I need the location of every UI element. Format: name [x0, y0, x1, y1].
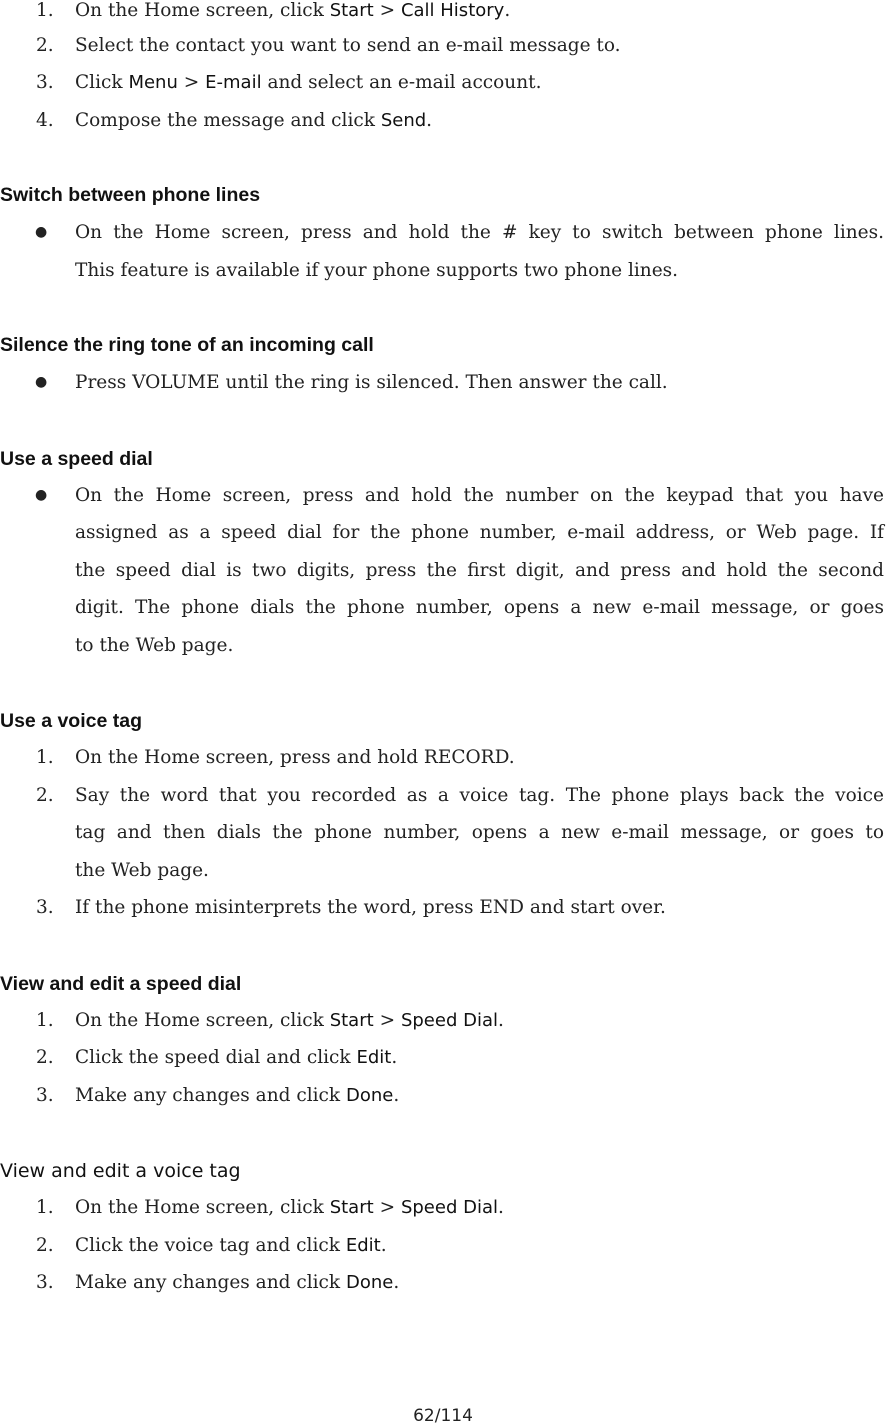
step-text: On the Home screen, press and hold RECORD. [75, 747, 515, 768]
bullet-icon: ● [35, 487, 48, 503]
separator: > [373, 1197, 401, 1218]
step-text: Select the contact you want to send an e-mail message to. [75, 35, 621, 56]
ui-label-speed-dial: Speed Dial [400, 1197, 498, 1218]
punctuation: . [498, 1010, 504, 1031]
paragraph-line: to the Web page. [75, 635, 234, 656]
paragraph-line: On the Home screen, press and hold the number on the keypad that you have [75, 485, 884, 506]
step-number: 3. [36, 1085, 54, 1106]
step-text: On the Home screen, click [75, 1010, 330, 1031]
punctuation: . [393, 1085, 400, 1106]
step-text: Say the word that you recorded as a voice tag. The phone plays back the voice [75, 785, 884, 806]
step-number: 3. [36, 1272, 54, 1293]
step-number: 2. [36, 35, 54, 56]
heading-edit-voice-tag: View and edit a voice tag [0, 1160, 241, 1182]
step-text: tag and then dials the phone number, opens a new e-mail message, or goes to [75, 822, 884, 843]
step-text: If the phone misinterprets the word, press END and start over. [75, 897, 666, 918]
punctuation: . [391, 1047, 398, 1068]
step-number: 1. [36, 0, 54, 21]
separator: > [373, 0, 401, 21]
heading-use-voice-tag: Use a voice tag [0, 710, 142, 732]
ui-label-done: Done [346, 1085, 394, 1106]
step-text: Compose the message and click [75, 110, 381, 131]
step-text: On the Home screen, click [75, 0, 330, 21]
ui-label-send: Send [380, 110, 427, 131]
step-text: Click the speed dial and click [75, 1047, 357, 1068]
ui-label-speed-dial: Speed Dial [400, 1010, 498, 1031]
punctuation: . [393, 1272, 400, 1293]
step-number: 2. [36, 1047, 54, 1068]
punctuation: . [426, 110, 433, 131]
ui-label-menu: Menu [128, 72, 178, 93]
heading-use-speed-dial: Use a speed dial [0, 448, 153, 470]
page-number: 62/114 [413, 1406, 473, 1426]
ui-label-edit: Edit [356, 1047, 392, 1068]
paragraph-line: digit. The phone dials the phone number, opens a new e-mail message, or goes [75, 597, 884, 618]
step-number: 2. [36, 1235, 54, 1256]
step-text: On the Home screen, click [75, 1197, 330, 1218]
step-text: Make any changes and click [75, 1085, 346, 1106]
punctuation: . [380, 1235, 387, 1256]
heading-switch-phone-lines: Switch between phone lines [0, 184, 261, 206]
bullet-icon: ● [35, 374, 48, 390]
step-number: 2. [36, 785, 54, 806]
paragraph-line: On the Home screen, press and hold the # key to switch between phone lines. [75, 222, 884, 243]
ui-label-edit: Edit [345, 1235, 381, 1256]
ui-label-start: Start [329, 1010, 374, 1031]
ui-label-email: E-mail [205, 72, 262, 93]
punctuation: . [498, 1197, 504, 1218]
heading-silence-ring-tone: Silence the ring tone of an incoming call [0, 334, 374, 356]
step-text: Click [75, 72, 129, 93]
ui-label-done: Done [346, 1272, 394, 1293]
ui-label-start: Start [329, 1197, 374, 1218]
separator: > [373, 1010, 401, 1031]
step-number: 1. [36, 747, 54, 768]
step-text-tail: and select an e-mail account. [261, 72, 542, 93]
paragraph-line: This feature is available if your phone supports two phone lines. [75, 260, 679, 281]
ui-label-call-history: Call History [400, 0, 505, 21]
punctuation: . [504, 0, 511, 21]
bullet-icon: ● [35, 224, 48, 240]
step-number: 3. [36, 897, 54, 918]
step-text: the Web page. [75, 860, 209, 881]
step-text: Make any changes and click [75, 1272, 346, 1293]
separator: > [177, 72, 206, 93]
step-number: 1. [36, 1010, 54, 1031]
ui-label-start: Start [329, 0, 374, 21]
paragraph-line: assigned as a speed dial for the phone number, e-mail address, or Web page. If [75, 522, 884, 543]
step-number: 4. [36, 110, 54, 131]
step-number: 1. [36, 1197, 54, 1218]
paragraph-line: the speed dial is two digits, press the first digit, and press and hold the second [75, 560, 884, 581]
heading-edit-speed-dial: View and edit a speed dial [0, 973, 242, 995]
step-number: 3. [36, 72, 54, 93]
paragraph-line: Press VOLUME until the ring is silenced. Then answer the call. [75, 372, 668, 393]
step-text: Click the voice tag and click [75, 1235, 346, 1256]
